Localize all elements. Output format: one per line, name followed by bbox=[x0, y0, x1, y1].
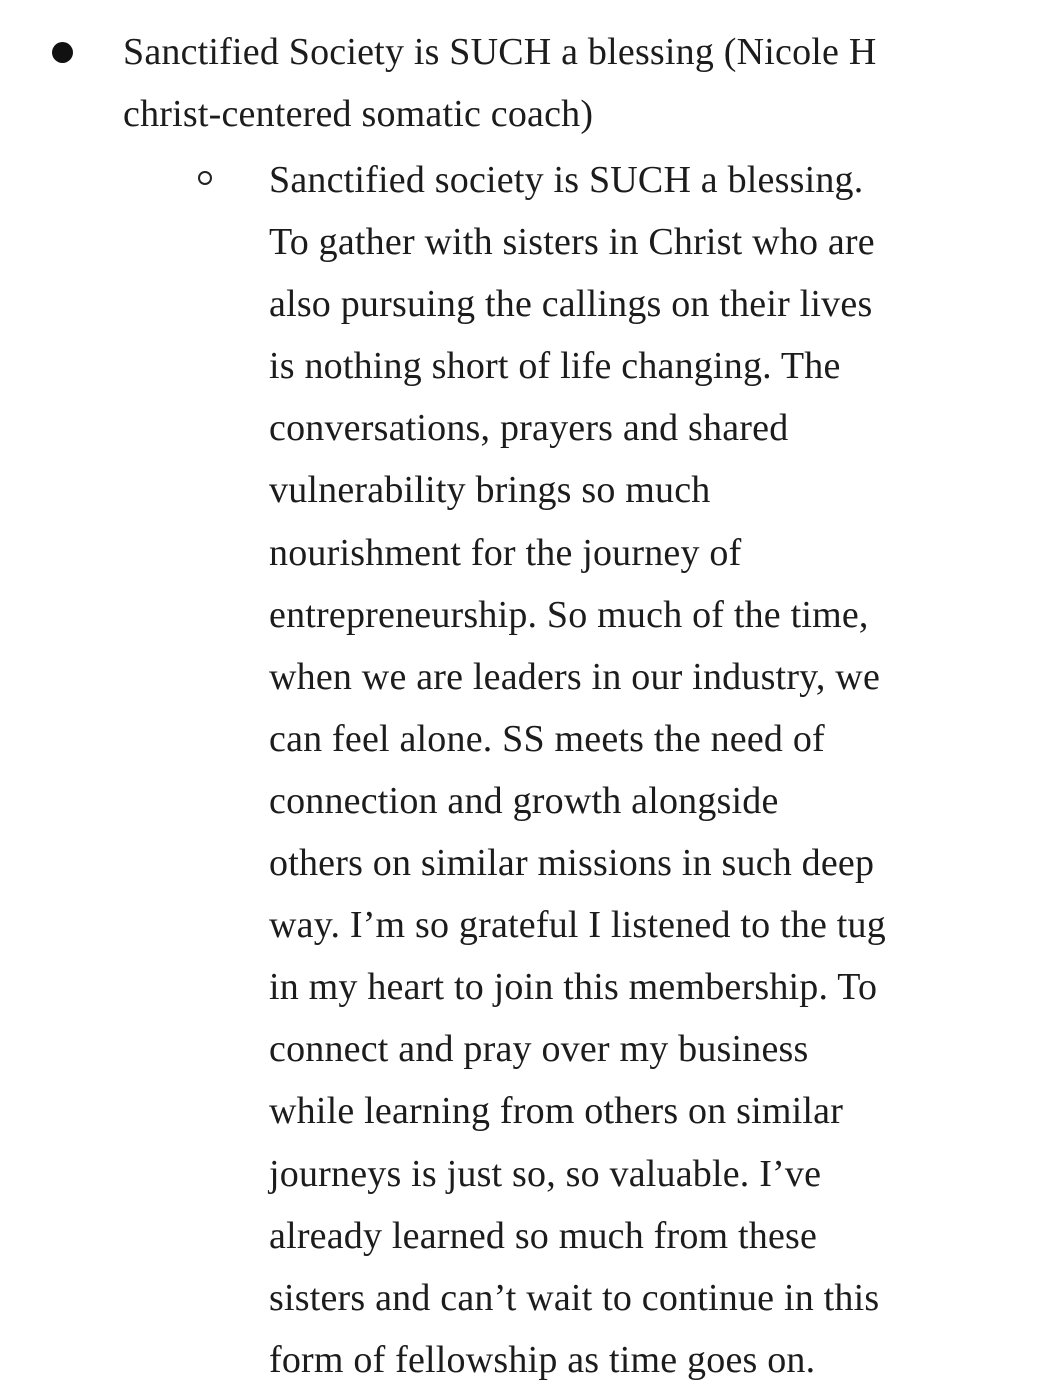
filled-bullet-icon bbox=[52, 42, 73, 63]
testimonial-text: Sanctified society is SUCH a blessing. To gather with sisters in Christ who are also pursuing the callings on their lives is nothing short of life changing. The conversations, prayers and shared vulnerability brings so much nourishment for the journey of entrepreneurship. So much of the time, when we are leaders in our industry, we can feel alone. SS meets the need of connection and growth alongside others on similar missions in such deep way. I’m so grateful I listened to the tug in my heart to join this membership. To connect and pray over my business while learning from others on similar journeys is just so, so valuable. I’ve already learned so much from these sisters and can’t wait to continue in this form of fellowship as time goes on. bbox=[269, 159, 886, 1381]
hollow-bullet-icon bbox=[198, 171, 212, 185]
bullet-text: Sanctified Society is SUCH a blessing (Nicole H christ-centered somatic coach) bbox=[123, 31, 877, 135]
